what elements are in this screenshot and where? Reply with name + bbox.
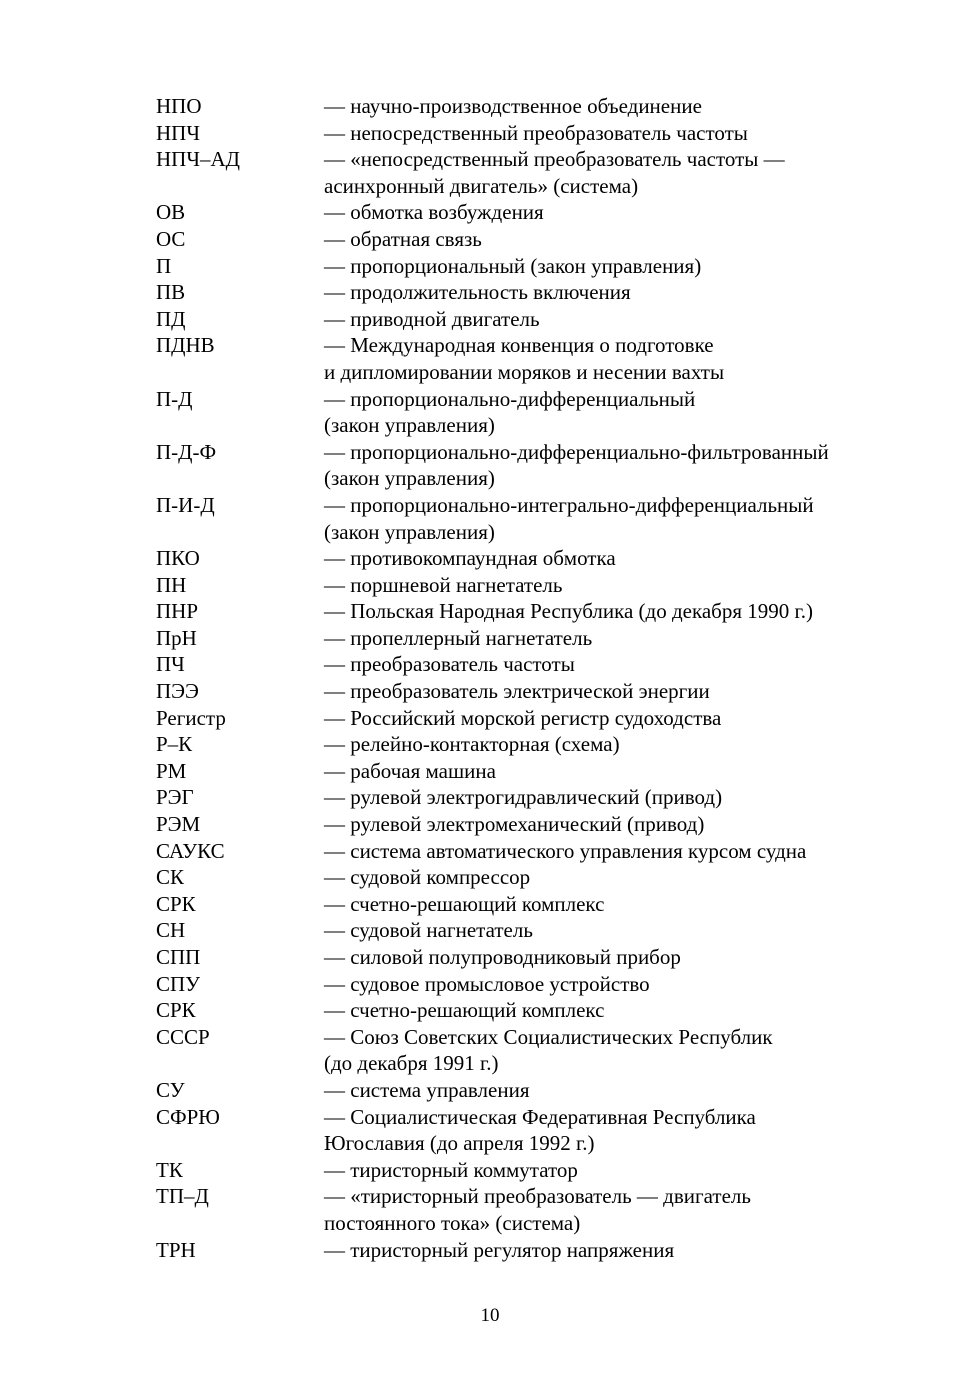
abbreviation-entry	[156, 944, 896, 971]
abbreviation-entry	[156, 731, 896, 758]
page-number: 10	[480, 1305, 500, 1326]
abbreviation-term: САУКС	[156, 838, 225, 863]
abbreviation-entry	[156, 1104, 896, 1157]
abbreviation-definition	[324, 891, 896, 918]
definition-line: — «непосредственный преобразователь частоты —	[324, 147, 785, 172]
abbreviation-term: П	[156, 253, 172, 278]
abbreviation-term: СФРЮ	[156, 1104, 220, 1129]
abbreviation-entry	[156, 332, 896, 385]
definition-line: — противокомпаундная обмотка	[324, 546, 616, 571]
definition-line: — Социалистическая Федеративная Республика	[324, 1104, 756, 1129]
abbreviation-definition	[324, 572, 896, 599]
definition-line: — система управления	[324, 1077, 530, 1102]
abbreviation-term: ПД	[156, 306, 186, 331]
abbreviation-term: ПНР	[156, 599, 199, 624]
abbreviation-definition	[324, 226, 896, 253]
definition-line: — пропорционально-интегрально-дифференциальный	[324, 492, 814, 517]
abbreviation-definition	[324, 1024, 896, 1077]
abbreviation-entry	[156, 891, 896, 918]
abbreviation-entry	[156, 1183, 896, 1236]
definition-line: (закон управления)	[324, 466, 495, 491]
abbreviation-definition	[324, 1157, 896, 1184]
abbreviation-entry	[156, 1024, 896, 1077]
abbreviation-definition	[324, 146, 896, 199]
abbreviation-term: НПЧ	[156, 120, 200, 145]
abbreviation-entry	[156, 997, 896, 1024]
abbreviation-term: ПКО	[156, 546, 200, 571]
abbreviation-definition	[324, 1183, 896, 1236]
abbreviation-definition	[324, 678, 896, 705]
definition-line: — пропорционально-дифференциальный	[324, 386, 696, 411]
abbreviation-entry	[156, 598, 896, 625]
abbreviation-term: СПП	[156, 945, 201, 969]
abbreviation-definition	[324, 997, 896, 1024]
definition-line: — «тиристорный преобразователь — двигатель	[324, 1184, 751, 1209]
abbreviation-entry	[156, 758, 896, 785]
abbreviation-definition	[324, 625, 896, 652]
definition-line: — Российский морской регистр судоходства	[324, 705, 722, 730]
abbreviation-entry	[156, 971, 896, 998]
abbreviation-definition	[324, 758, 896, 785]
definition-line: постоянного тока» (система)	[324, 1210, 581, 1235]
definition-line: — тиристорный регулятор напряжения	[324, 1237, 675, 1262]
definition-line: — непосредственный преобразователь частоты	[324, 120, 748, 145]
abbreviation-term: СУ	[156, 1077, 185, 1102]
definition-line: — силовой полупроводниковый прибор	[324, 945, 681, 969]
abbreviation-entry	[156, 439, 896, 492]
definition-line: асинхронный двигатель» (система)	[324, 173, 639, 198]
definition-line: (закон управления)	[324, 519, 495, 544]
definition-line: — рулевой электрогидравлический (привод)	[324, 785, 723, 810]
abbreviation-term: ТП–Д	[156, 1184, 209, 1209]
abbreviation-entry	[156, 811, 896, 838]
abbreviation-term: СРК	[156, 891, 196, 916]
definition-line: — Польская Народная Республика (до декабря 1990 г.)	[324, 599, 813, 624]
abbreviation-definition	[324, 944, 896, 971]
abbreviation-entry	[156, 838, 896, 865]
abbreviation-term: РЭМ	[156, 812, 201, 837]
definition-line: — судовой компрессор	[324, 865, 531, 890]
abbreviation-entry	[156, 917, 896, 944]
definition-line: — пропеллерный нагнетатель	[324, 625, 593, 650]
definition-line: — поршневой нагнетатель	[324, 572, 563, 597]
abbreviation-definition	[324, 864, 896, 891]
abbreviation-definition	[324, 93, 896, 120]
abbreviation-term: НПЧ–АД	[156, 147, 240, 172]
definition-line: — Международная конвенция о подготовке	[324, 333, 714, 358]
abbreviation-definition	[324, 386, 896, 439]
abbreviation-term: СК	[156, 865, 185, 890]
abbreviation-entry	[156, 199, 896, 226]
abbreviation-definition	[324, 705, 896, 732]
definition-line: — рулевой электромеханический (привод)	[324, 812, 705, 837]
abbreviation-entry	[156, 1077, 896, 1104]
definition-line: — судовой нагнетатель	[324, 918, 533, 943]
definition-line: — Союз Советских Социалистических Республик	[324, 1024, 773, 1049]
abbreviation-entry	[156, 784, 896, 811]
abbreviation-definition	[324, 1104, 896, 1157]
abbreviation-term: ПЧ	[156, 652, 185, 677]
abbreviation-definition	[324, 838, 896, 865]
abbreviation-entry	[156, 572, 896, 599]
definition-line: — судовое промысловое устройство	[324, 971, 650, 996]
definition-line: Югославия (до апреля 1992 г.)	[324, 1131, 595, 1156]
abbreviation-term: НПО	[156, 94, 202, 118]
definition-line: — продолжительность включения	[324, 280, 631, 305]
abbreviation-term: СССР	[156, 1024, 210, 1049]
abbreviation-term: РМ	[156, 758, 187, 783]
abbreviation-definition	[324, 784, 896, 811]
definition-line: — система автоматического управления курсом судна	[324, 838, 807, 863]
definition-line: — преобразователь частоты	[324, 652, 575, 677]
definition-line: — научно-производственное объединение	[324, 94, 702, 118]
definition-line: — счетно-решающий комплекс	[324, 998, 605, 1023]
abbreviation-definition	[324, 731, 896, 758]
abbreviation-term: СН	[156, 918, 186, 943]
definition-line: — обмотка возбуждения	[324, 200, 544, 225]
abbreviation-definition	[324, 917, 896, 944]
abbreviation-entry	[156, 678, 896, 705]
abbreviation-entry	[156, 226, 896, 253]
abbreviation-list	[156, 93, 896, 1263]
abbreviation-entry	[156, 492, 896, 545]
definition-line: — счетно-решающий комплекс	[324, 891, 605, 916]
definition-line: — обратная связь	[324, 226, 482, 251]
abbreviation-entry	[156, 651, 896, 678]
abbreviation-term: ПДНВ	[156, 333, 215, 358]
abbreviation-term: ПрН	[156, 625, 197, 650]
abbreviation-term: Р–К	[156, 732, 193, 757]
definition-line: — преобразователь электрической энергии	[324, 679, 710, 704]
abbreviation-definition	[324, 545, 896, 572]
abbreviation-entry	[156, 93, 896, 120]
definition-line: — пропорциональный (закон управления)	[324, 253, 702, 278]
abbreviation-term: ОВ	[156, 200, 186, 225]
abbreviation-term: ПЭЭ	[156, 679, 199, 704]
definition-line: — тиристорный коммутатор	[324, 1157, 578, 1182]
abbreviation-term: П-Д-Ф	[156, 439, 217, 464]
abbreviation-term: П-Д	[156, 386, 193, 411]
abbreviation-definition	[324, 598, 896, 625]
abbreviation-entry	[156, 625, 896, 652]
abbreviation-definition	[324, 199, 896, 226]
abbreviation-definition	[324, 253, 896, 280]
abbreviation-entry	[156, 386, 896, 439]
abbreviation-definition	[324, 971, 896, 998]
abbreviation-definition	[324, 651, 896, 678]
definition-line: — рабочая машина	[324, 758, 496, 783]
abbreviation-definition	[324, 492, 896, 545]
abbreviation-definition	[324, 332, 896, 385]
definition-line: — пропорционально-дифференциально-фильтрованный	[324, 439, 829, 464]
abbreviation-term: ПВ	[156, 280, 186, 305]
abbreviation-entry	[156, 146, 896, 199]
abbreviation-term: ОС	[156, 226, 186, 251]
abbreviation-definition	[324, 1237, 896, 1264]
abbreviation-definition	[324, 439, 896, 492]
abbreviation-entry	[156, 279, 896, 306]
definition-line: (закон управления)	[324, 413, 495, 438]
abbreviation-term: ПН	[156, 572, 187, 597]
abbreviation-entry	[156, 1237, 896, 1264]
abbreviation-term: СРК	[156, 998, 196, 1023]
abbreviation-term: П-И-Д	[156, 492, 215, 517]
definition-line: — приводной двигатель	[324, 306, 540, 331]
abbreviation-entry	[156, 1157, 896, 1184]
abbreviation-entry	[156, 864, 896, 891]
abbreviation-definition	[324, 1077, 896, 1104]
abbreviation-term: ТК	[156, 1157, 183, 1182]
abbreviation-entry	[156, 306, 896, 333]
abbreviation-term: РЭГ	[156, 785, 194, 810]
abbreviation-entry	[156, 705, 896, 732]
abbreviation-definition	[324, 811, 896, 838]
definition-line: и дипломировании моряков и несении вахты	[324, 359, 725, 384]
abbreviation-entry	[156, 253, 896, 280]
abbreviation-term: СПУ	[156, 971, 201, 996]
abbreviation-entry	[156, 120, 896, 147]
definition-line: (до декабря 1991 г.)	[324, 1051, 499, 1076]
abbreviation-definition	[324, 120, 896, 147]
abbreviation-definition	[324, 279, 896, 306]
abbreviation-term: ТРН	[156, 1237, 196, 1262]
abbreviation-entry	[156, 545, 896, 572]
abbreviation-term: Регистр	[156, 705, 226, 730]
abbreviation-definition	[324, 306, 896, 333]
definition-line: — релейно-контакторная (схема)	[324, 732, 620, 757]
